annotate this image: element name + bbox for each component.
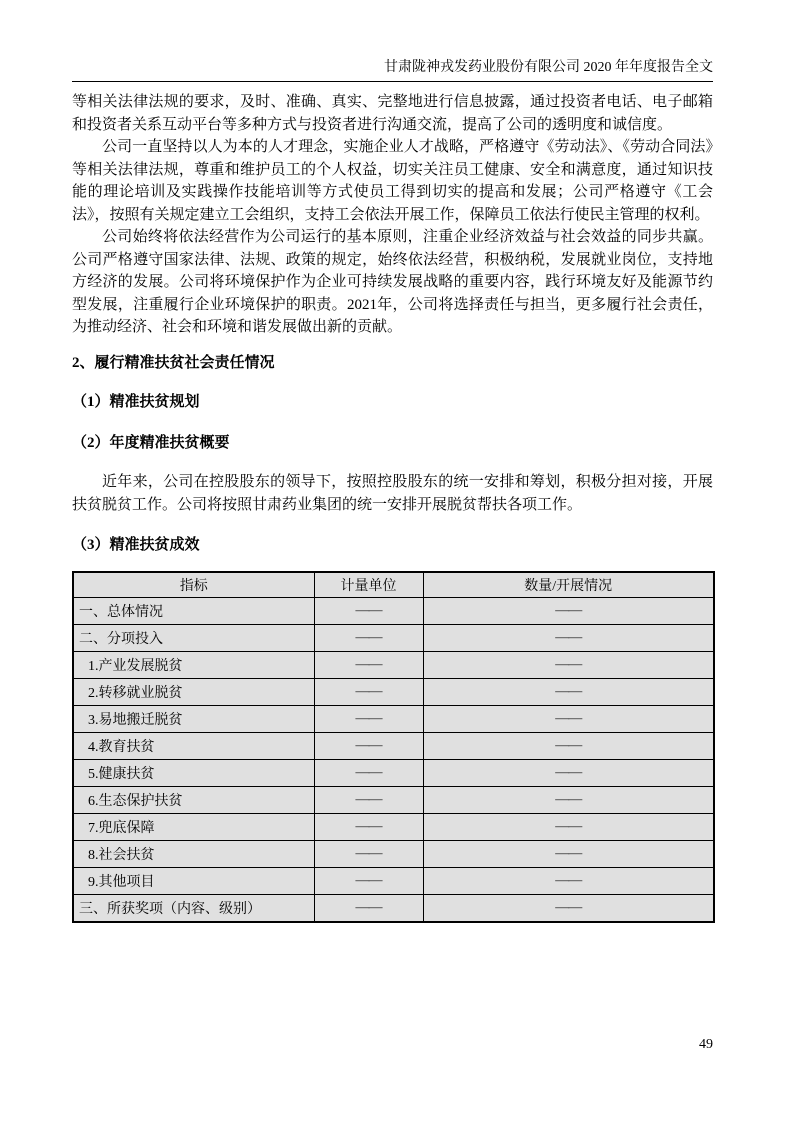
row-unit: —— xyxy=(314,894,423,922)
row-label: 3.易地搬迁脱贫 xyxy=(73,705,314,732)
row-label: 8.社会扶贫 xyxy=(73,840,314,867)
row-unit: —— xyxy=(314,624,423,651)
table-row xyxy=(73,624,714,651)
table-row xyxy=(73,705,714,732)
table-row xyxy=(73,867,714,894)
row-value: —— xyxy=(423,840,714,867)
row-value: —— xyxy=(423,813,714,840)
row-value: —— xyxy=(423,867,714,894)
row-label: 6.生态保护扶贫 xyxy=(73,786,314,813)
paragraph-poverty-summary: 近年来，公司在控股股东的领导下，按照控股股东的统一安排和筹划，积极分担对接，开展扶贫脱贫工作。公司将按照甘肃药业集团的统一安排开展脱贫帮扶各项工作。 xyxy=(72,474,713,513)
row-value: —— xyxy=(423,786,714,813)
row-value: —— xyxy=(423,651,714,678)
row-label: 三、所获奖项（内容、级别） xyxy=(73,894,314,922)
row-label: 2.转移就业脱贫 xyxy=(73,678,314,705)
row-unit: —— xyxy=(314,705,423,732)
row-value: —— xyxy=(423,732,714,759)
table-header-row xyxy=(73,572,714,598)
row-unit: —— xyxy=(314,867,423,894)
row-unit: —— xyxy=(314,678,423,705)
row-unit: —— xyxy=(314,786,423,813)
table-row xyxy=(73,786,714,813)
sub-title-poverty-results: （3）精准扶贫成效 xyxy=(72,537,200,553)
table-row xyxy=(73,597,714,624)
row-unit: —— xyxy=(314,813,423,840)
poverty-results-table xyxy=(72,571,715,923)
table-row xyxy=(73,651,714,678)
paragraph-employees: 公司一直坚持以人为本的人才理念，实施企业人才战略，严格遵守《劳动法》、《劳动合同法》等相关法律法规，尊重和维护员工的个人权益，切实关注员工健康、安全和满意度，通过知识技能的理论培训及实践操作技能培训等方式使员工得到切实的提高和发展；公司严格遵守《工会法》，按照有关规定建立工会组织，支持工会依法开展工作，保障员工依法行使民主管理的权利。 xyxy=(72,139,713,223)
running-header-title: 甘肃陇神戎发药业股份有限公司 2020 年年度报告全文 xyxy=(72,56,713,82)
paragraph-environment: 公司始终将依法经营作为公司运行的基本原则，注重企业经济效益与社会效益的同步共赢。公司严格遵守国家法律、法规、政策的规定，始终依法经营，积极纳税，发展就业岗位，支持地方经济的发展。公司将环境保护作为企业可持续发展战略的重要内容，践行环境友好及能源节约型发展，注重履行企业环境保护的职责。2021年，公司将选择责任与担当，更多履行社会责任，为推动经济、社会和环境和谐发展做出新的贡献。 xyxy=(72,229,713,335)
row-label: 7.兜底保障 xyxy=(73,813,314,840)
table-row xyxy=(73,813,714,840)
table-row xyxy=(73,732,714,759)
row-label: 9.其他项目 xyxy=(73,867,314,894)
row-label: 4.教育扶贫 xyxy=(73,732,314,759)
row-value: —— xyxy=(423,705,714,732)
table-row xyxy=(73,678,714,705)
row-value: —— xyxy=(423,759,714,786)
row-label: 一、总体情况 xyxy=(73,597,314,624)
row-label: 二、分项投入 xyxy=(73,624,314,651)
table-row xyxy=(73,759,714,786)
paragraph-disclosure: 等相关法律法规的要求，及时、准确、真实、完整地进行信息披露，通过投资者电话、电子邮箱和投资者关系互动平台等多种方式与投资者进行沟通交流，提高了公司的透明度和诚信度。 xyxy=(72,94,713,133)
page-number: 49 xyxy=(699,1037,713,1052)
row-unit: —— xyxy=(314,651,423,678)
page-content xyxy=(72,91,713,923)
row-unit: —— xyxy=(314,759,423,786)
row-value: —— xyxy=(423,597,714,624)
row-value: —— xyxy=(423,678,714,705)
sub-title-poverty-summary: （2）年度精准扶贫概要 xyxy=(72,434,230,451)
column-header-quantity: 数量/开展情况 xyxy=(423,572,714,598)
row-label: 1.产业发展脱贫 xyxy=(73,651,314,678)
column-header-unit: 计量单位 xyxy=(314,572,423,598)
row-unit: —— xyxy=(314,732,423,759)
row-value: —— xyxy=(423,894,714,922)
row-unit: —— xyxy=(314,840,423,867)
table-row xyxy=(73,894,714,922)
sub-title-poverty-plan: （1）精准扶贫规划 xyxy=(72,394,200,410)
table-row xyxy=(73,840,714,867)
column-header-indicator: 指标 xyxy=(73,572,314,598)
row-unit: —— xyxy=(314,597,423,624)
row-label: 5.健康扶贫 xyxy=(73,759,314,786)
section-title-poverty-alleviation: 2、履行精准扶贫社会责任情况 xyxy=(72,354,275,371)
row-value: —— xyxy=(423,624,714,651)
